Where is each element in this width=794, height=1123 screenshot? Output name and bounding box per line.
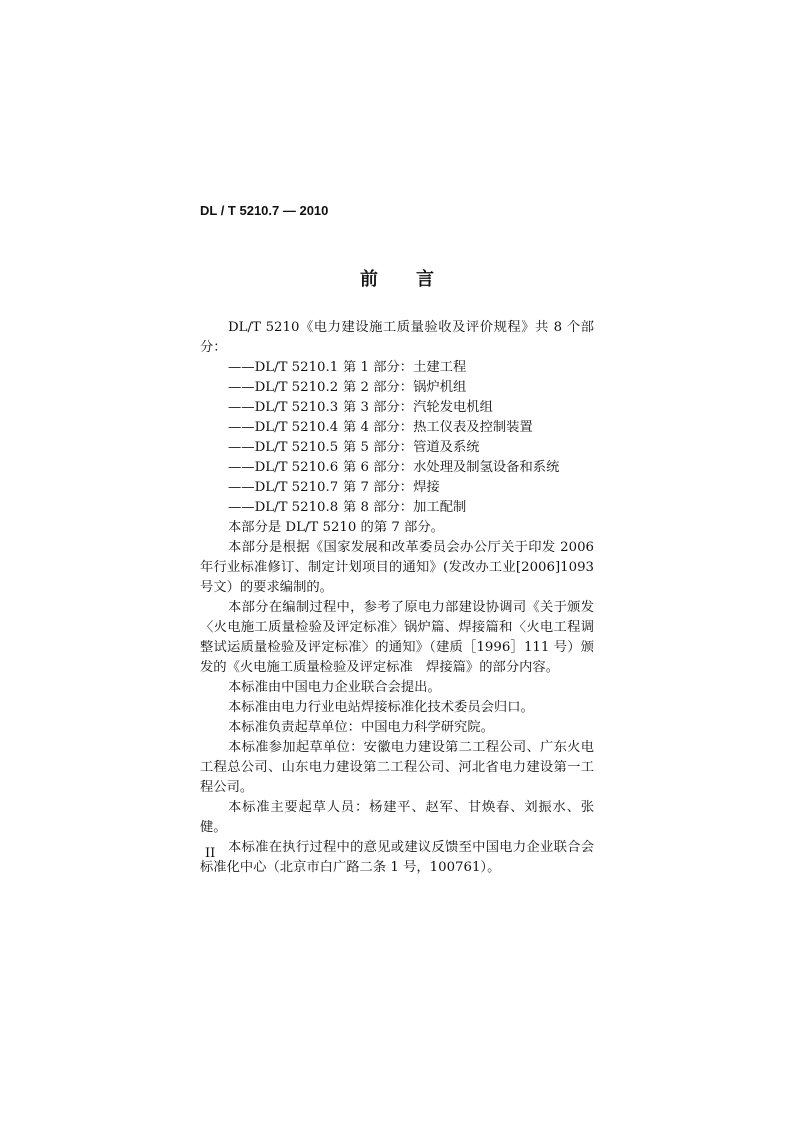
intro-paragraph: DL/T 5210《电力建设施工质量验收及评价规程》共 8 个部分： bbox=[200, 320, 594, 355]
paragraph: 本部分在编制过程中，参考了原电力部建设协调司《关于颁发〈火电施工质量检验及评定标准〉锅炉篇、焊接篇和〈火电工程调整试运质量检验及评定标准〉的通知》（建质［1996］111 号）颁发的《火电施工质量检验及评定标准 焊接篇》的部分内容。 bbox=[200, 600, 594, 675]
document-code-header: DL / T 5210.7 — 2010 bbox=[200, 203, 329, 218]
part-name: 第 6 部分：水处理及制氢设备和系统 bbox=[343, 460, 560, 475]
list-item bbox=[200, 418, 594, 438]
part-code: ——DL/T 5210.6 bbox=[228, 460, 339, 475]
part-name: 第 4 部分：热工仪表及控制装置 bbox=[343, 420, 533, 435]
part-code: ——DL/T 5210.3 bbox=[228, 400, 339, 415]
paragraph: 本标准由电力行业电站焊接标准化技术委员会归口。 bbox=[228, 700, 534, 715]
list-item bbox=[200, 458, 594, 478]
part-code: ——DL/T 5210.4 bbox=[228, 420, 339, 435]
paragraph: 本标准参加起草单位：安徽电力建设第二工程公司、广东火电工程总公司、山东电力建设第二工程公司、河北省电力建设第一工程公司。 bbox=[200, 740, 594, 795]
part-name: 第 1 部分：土建工程 bbox=[343, 360, 467, 375]
foreword-body bbox=[200, 318, 594, 878]
list-item bbox=[200, 498, 594, 518]
part-code: ——DL/T 5210.7 bbox=[228, 480, 339, 495]
part-name: 第 5 部分：管道及系统 bbox=[343, 440, 480, 455]
paragraph: 本标准主要起草人员：杨建平、赵军、甘焕春、刘振水、张健。 bbox=[200, 800, 594, 835]
list-item bbox=[200, 378, 594, 398]
list-item bbox=[200, 478, 594, 498]
paragraph: 本部分是 DL/T 5210 的第 7 部分。 bbox=[228, 520, 444, 535]
page-number: II bbox=[205, 846, 216, 861]
paragraph: 本部分是根据《国家发展和改革委员会办公厅关于印发 2006 年行业标准修订、制定计划项目的通知》(发改办工业[2006]1093 号文）的要求编制的。 bbox=[200, 540, 594, 595]
list-item bbox=[200, 398, 594, 418]
part-name: 第 2 部分：锅炉机组 bbox=[343, 380, 467, 395]
part-code: ——DL/T 5210.2 bbox=[228, 380, 339, 395]
part-name: 第 3 部分：汽轮发电机组 bbox=[343, 400, 493, 415]
paragraph: 本标准在执行过程中的意见或建议反馈至中国电力企业联合会标准化中心（北京市白广路二条 1 号，100761）。 bbox=[200, 840, 594, 875]
part-code: ——DL/T 5210.1 bbox=[228, 360, 339, 375]
list-item bbox=[200, 438, 594, 458]
part-name: 第 8 部分：加工配制 bbox=[343, 500, 467, 515]
part-code: ——DL/T 5210.8 bbox=[228, 500, 339, 515]
paragraph: 本标准由中国电力企业联合会提出。 bbox=[228, 680, 441, 695]
part-code: ——DL/T 5210.5 bbox=[228, 440, 339, 455]
part-name: 第 7 部分：焊接 bbox=[343, 480, 440, 495]
paragraph: 本标准负责起草单位：中国电力科学研究院。 bbox=[228, 720, 494, 735]
page-title: 前言 bbox=[360, 269, 472, 290]
list-item bbox=[200, 358, 594, 378]
